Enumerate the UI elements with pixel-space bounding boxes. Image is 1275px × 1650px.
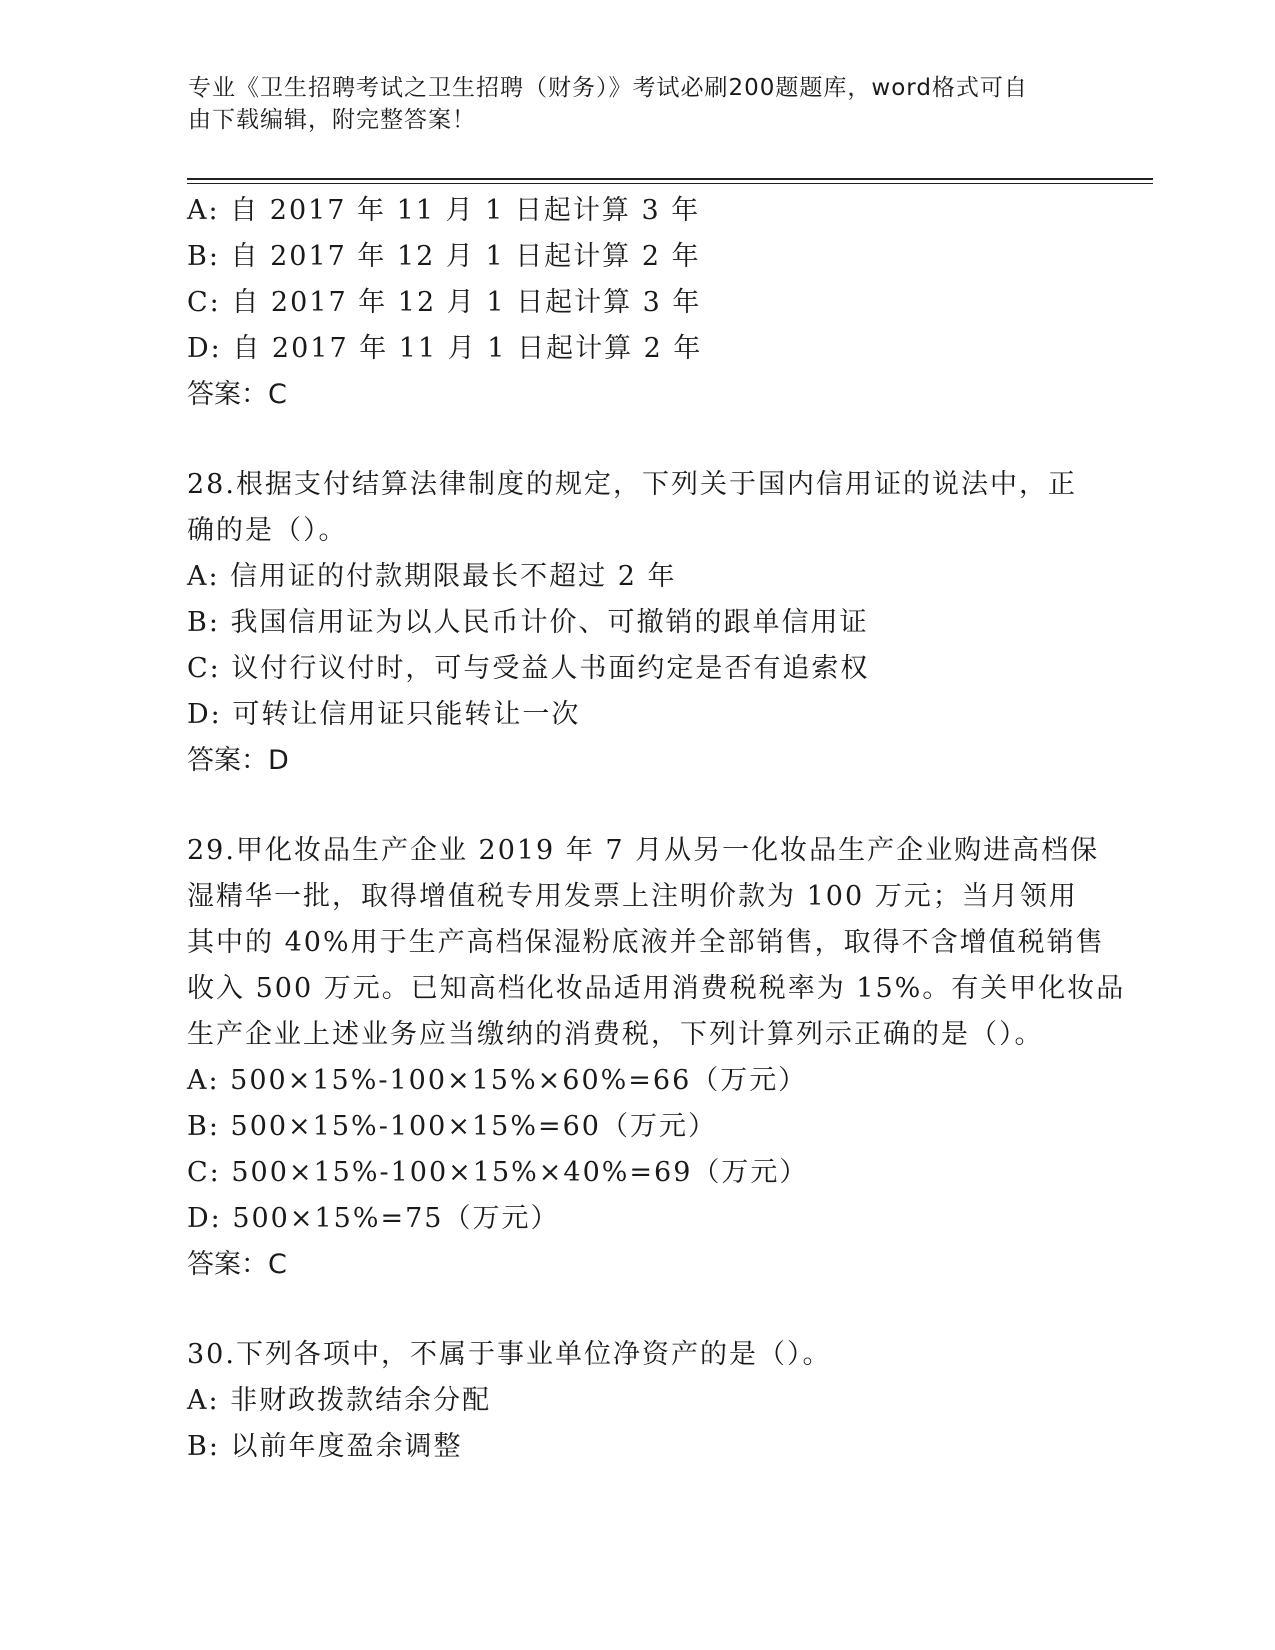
question-27-block xyxy=(187,188,1087,418)
question-28-block xyxy=(187,462,1087,784)
question-content xyxy=(187,188,1126,1470)
header-divider xyxy=(187,178,1153,180)
q28-option-c: C: 议付行议付时，可与受益人书面约定是否有追索权 xyxy=(187,653,870,684)
q29-stem-line-5: 生产企业上述业务应当缴纳的消费税，下列计算列示正确的是（）。 xyxy=(187,1019,1044,1050)
q29-answer: 答案：C xyxy=(187,1249,287,1280)
q27-option-b: B: 自 2017 年 12 月 1 日起计算 2 年 xyxy=(187,241,701,272)
q27-option-c: C: 自 2017 年 12 月 1 日起计算 3 年 xyxy=(187,287,702,318)
q29-stem-line-1: 29.甲化妆品生产企业 2019 年 7 月从另一化妆品生产企业购进高档保 xyxy=(187,835,1100,866)
spacer xyxy=(187,784,1087,828)
q30-option-b: B: 以前年度盈余调整 xyxy=(187,1431,463,1462)
q27-answer: 答案：C xyxy=(187,379,287,410)
q29-option-d: D: 500×15%=75（万元） xyxy=(187,1203,560,1234)
header-line-1: 专业《卫生招聘考试之卫生招聘（财务）》考试必刷200题题库，word格式可自 xyxy=(188,75,1028,101)
q28-stem-line-2: 确的是（）。 xyxy=(187,515,348,546)
q27-option-a: A: 自 2017 年 11 月 1 日起计算 3 年 xyxy=(187,195,701,226)
document-header xyxy=(188,72,1068,136)
spacer xyxy=(187,1288,1087,1332)
question-30-block xyxy=(187,1332,1087,1470)
q28-option-b: B: 我国信用证为以人民币计价、可撤销的跟单信用证 xyxy=(187,607,869,638)
header-line-2: 由下载编辑，附完整答案！ xyxy=(188,107,476,133)
q28-answer: 答案：D xyxy=(187,745,289,776)
q28-stem-line-1: 28.根据支付结算法律制度的规定，下列关于国内信用证的说法中，正 xyxy=(187,469,1077,500)
q29-option-a: A: 500×15%-100×15%×60%=66（万元） xyxy=(187,1065,808,1096)
q28-option-a: A: 信用证的付款期限最长不超过 2 年 xyxy=(187,561,677,592)
header-divider-thin xyxy=(187,183,1153,184)
q30-option-a: A: 非财政拨款结余分配 xyxy=(187,1385,492,1416)
q28-option-d: D: 可转让信用证只能转让一次 xyxy=(187,699,581,730)
spacer xyxy=(187,418,1087,462)
q30-stem-line-1: 30.下列各项中，不属于事业单位净资产的是（）。 xyxy=(187,1339,832,1370)
q29-option-b: B: 500×15%-100×15%=60（万元） xyxy=(187,1111,717,1142)
question-29-block xyxy=(187,828,1126,1288)
q27-option-d: D: 自 2017 年 11 月 1 日起计算 2 年 xyxy=(187,333,703,364)
q29-option-c: C: 500×15%-100×15%×40%=69（万元） xyxy=(187,1157,809,1188)
q29-stem-line-4: 收入 500 万元。已知高档化妆品适用消费税税率为 15%。有关甲化妆品 xyxy=(187,973,1126,1004)
q29-stem-line-2: 湿精华一批，取得增值税专用发票上注明价款为 100 万元；当月领用 xyxy=(187,881,1078,912)
q29-stem-line-3: 其中的 40%用于生产高档保湿粉底液并全部销售，取得不含增值税销售 xyxy=(187,927,1105,958)
